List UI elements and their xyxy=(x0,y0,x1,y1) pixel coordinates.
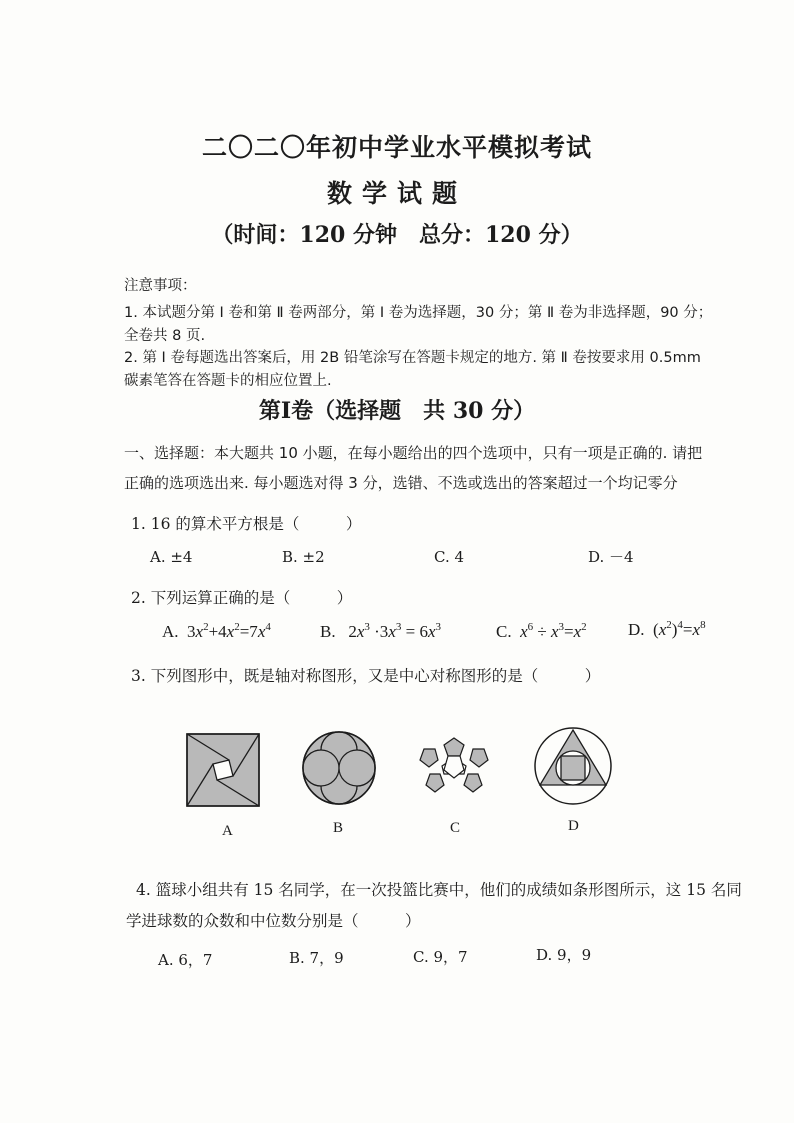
q2-stem: 2. 下列运算正确的是（ ） xyxy=(131,589,353,607)
figure-b-label: B xyxy=(333,820,344,836)
notice-line-1b: 全卷共 8 页. xyxy=(124,328,206,344)
q1-option-a: A. ±4 xyxy=(150,548,193,566)
q1-option-d: D. －4 xyxy=(588,548,634,566)
section-intro-a: 一、选择题：本大题共 10 小题，在每小题给出的四个选项中，只有一项是正确的. 请把 xyxy=(124,444,703,462)
figure-c-label: C xyxy=(450,820,461,836)
notice-line-2a: 2. 第 Ⅰ 卷每题选出答案后，用 2B 铅笔涂写在答题卡规定的地方. 第 Ⅱ 卷按要求用 0.5mm xyxy=(124,350,701,366)
notice-line-2b: 碳素笔答在答题卡的相应位置上. xyxy=(124,373,332,389)
figure-a-label: A xyxy=(222,823,233,839)
q2-option-b: B. $2x^3 \cdot 3x^3 = 6x^3$ xyxy=(320,621,441,641)
notice-line-1a: 1. 本试题分第 Ⅰ 卷和第 Ⅱ 卷两部分，第 Ⅰ 卷为选择题，30 分；第 Ⅱ 卷为非选择题，90 分； xyxy=(124,305,713,321)
q1-option-c: C. 4 xyxy=(434,548,465,566)
q2-option-a: A. $3x^2+4x^2=7x^4$ xyxy=(162,621,271,641)
figure-b-circle-petals xyxy=(301,730,377,806)
q4-option-d: D. 9，9 xyxy=(536,946,592,964)
q4-stem-a: 4. 篮球小组共有 15 名同学，在一次投篮比赛中，他们的成绩如条形图所示，这 15 名同 xyxy=(136,881,742,899)
notice-heading: 注意事项： xyxy=(124,278,197,294)
q4-option-a: A. 6，7 xyxy=(158,951,213,969)
exam-info: （时间：120 分钟 总分：120 分） xyxy=(211,222,583,248)
exam-title: 二〇二〇年初中学业水平模拟考试 xyxy=(201,133,592,162)
figure-d-label: D xyxy=(568,818,579,834)
figure-c-pentagons xyxy=(416,736,492,800)
q1-stem: 1. 16 的算术平方根是（ ） xyxy=(131,515,362,533)
subject-title: 数学试题 xyxy=(326,179,467,208)
section-title: 第Ⅰ卷（选择题 共 30 分） xyxy=(258,398,536,424)
q4-option-b: B. 7，9 xyxy=(289,949,344,967)
q3-stem: 3. 下列图形中，既是轴对称图形，又是中心对称图形的是（ ） xyxy=(131,667,601,685)
q4-stem-b: 学进球数的众数和中位数分别是（ ） xyxy=(126,912,421,930)
q1-option-b: B. ±2 xyxy=(282,548,325,566)
figure-d-circle-triangle-square xyxy=(533,726,613,806)
q2-option-c: C. $x^6 \div x^3=x^2$ xyxy=(496,621,587,641)
q2-option-d: D. $(x^2)^4=x^8$ xyxy=(628,619,706,639)
section-intro-b: 正确的选项选出来. 每小题选对得 3 分，选错、不选或选出的答案超过一个均记零分 xyxy=(124,474,678,492)
figure-a-square-pinwheel xyxy=(186,733,260,807)
q4-option-c: C. 9，7 xyxy=(413,948,468,966)
